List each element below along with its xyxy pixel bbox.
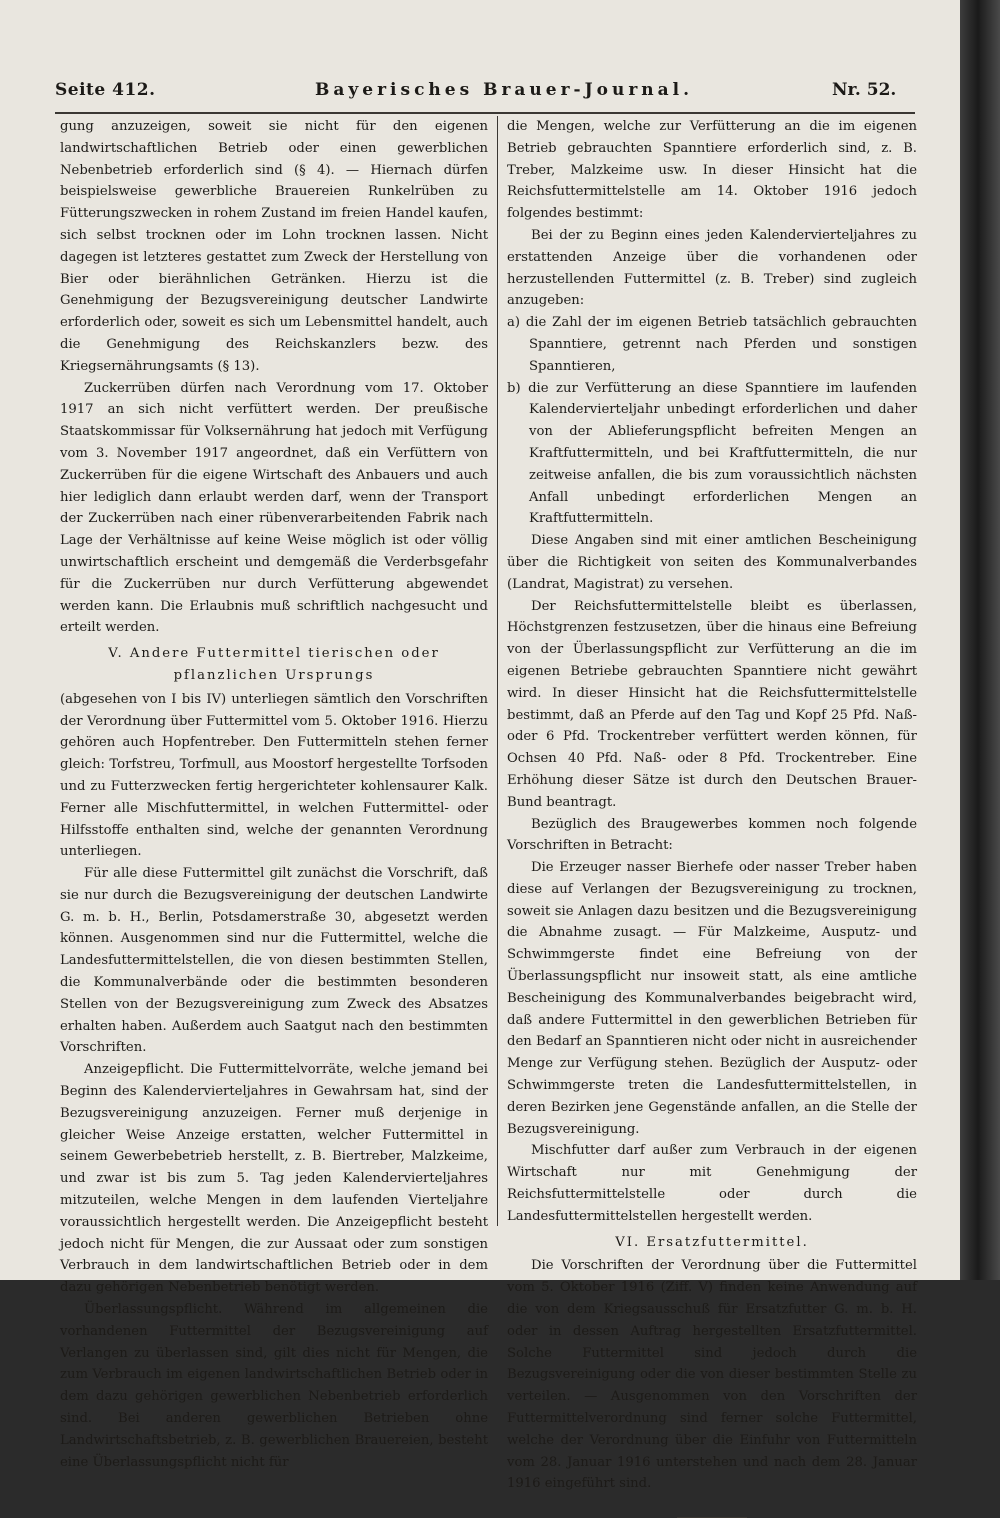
paragraph: Die Erzeuger nasser Bierhefe oder nasser Treber haben diese auf Verlangen der Bezugsvereinigung zu trocknen, soweit sie Anlagen dazu besitzen und die Bezugsvereinigung die Abnahme zusagt. — Für Malzkeime, Ausputz- und Schwimmgerste findet eine Befreiung von der Überlassungspflicht nur insoweit statt, als eine amtliche Bescheinigung des Kommunalverbandes beigebracht wird, daß andere Futtermittel in den gewerblichen Betrieben für den Bedarf an Spanntieren nicht oder nicht in ausreichender Menge zur Verfügung stehen. Bezüglich der Ausputz- oder Schwimmgerste treten die Landesfuttermittelstellen, in deren Bezirken jene Gegenstände anfallen, an die Stelle der Bezugsvereinigung. (507, 860, 917, 1137)
paragraph: Diese Angaben sind mit einer amtlichen Bescheinigung über die Richtigkeit von seiten des Kommunalverbandes (Landrat, Magistrat) zu versehen. (507, 533, 917, 592)
page-header (0, 80, 960, 110)
paragraph: gung anzuzeigen, soweit sie nicht für den eigenen landwirtschaftlichen Betrieb oder einen gewerblichen Nebenbetrieb erforderlich sind (§ 4). — Hiernach dürfen beispielsweise gewerbliche Brauereien Runkelrüben zu Fütterungszwecken in rohem Zustand im freien Handel kaufen, sich selbst trocknen oder im Lohn trocknen lassen. Nicht dagegen ist letzteres gestattet zum Zweck der Herstellung von Bier oder bierähnlichen Getränken. Hierzu ist die Genehmigung der Bezugsvereinigung deutscher Landwirte erforderlich oder, soweit es sich um Lebensmittel handelt, auch die Genehmigung des Reichskanzlers bezw. des Kriegsernährungsamts (§ 13). (60, 119, 488, 374)
column-divider (497, 116, 498, 1226)
section-heading: VI. Ersatzfuttermittel. (615, 1234, 809, 1250)
page-number: Seite 412. (55, 80, 156, 100)
list-item: a) die Zahl der im eigenen Betrieb tatsächlich gebrauchten Spanntiere, getrennt nach Pferden und sonstigen Spanntieren, (507, 315, 917, 374)
book-spine (960, 0, 1000, 1280)
paragraph: Der Reichsfuttermittelstelle bleibt es überlassen, Höchstgrenzen festzusetzen, über die hinaus eine Befreiung von der Überlassungspflicht zur Verfütterung an die im eigenen Betriebe gebrauchten Spanntiere nicht gewährt wird. In dieser Hinsicht hat die Reichsfuttermittelstelle bestimmt, daß an Pferde auf den Tag und Kopf 25 Pfd. Naß- oder 6 Pfd. Trockentreber verfüttert werden können, für Ochsen 40 Pfd. Naß- oder 8 Pfd. Trockentreber. Eine Erhöhung dieser Sätze ist durch den Deutschen Brauer-Bund beantragt. (507, 598, 917, 810)
left-column (60, 116, 488, 1473)
paragraph: Bei der zu Beginn eines jeden Kalendervierteljahres zu erstattenden Anzeige über die vorhandenen oder herzustellenden Futtermittel (z. B. Treber) sind zugleich anzugeben: (507, 227, 917, 309)
issue-number: Nr. 52. (832, 80, 897, 100)
paragraph: Anzeigepflicht. Die Futtermittelvorräte, welche jemand bei Beginn des Kalendervierteljahres in Gewahrsam hat, sind der Bezugsvereinigung anzuzeigen. Ferner muß derjenige in gleicher Weise Anzeige erstatten, welcher Futtermittel in seinem Gewerbebetrieb herstellt, z. B. Biertreber, Malzkeime, und zwar ist bis zum 5. Tag jeden Kalendervierteljahres mitzuteilen, welche Mengen in dem laufenden Vierteljahre voraussichtlich hergestellt werden. Die Anzeigepflicht besteht jedoch nicht für Mengen, die zur Aussaat oder zum sonstigen Verbrauch in dem landwirtschaftlichen Betrieb oder in dem dazu gehörigen Nebenbetrieb benötigt werden. (60, 1062, 488, 1296)
header-rule (55, 112, 915, 114)
paragraph: die Mengen, welche zur Verfütterung an die im eigenen Betrieb gebrauchten Spanntiere erforderlich sind, z. B. Treber, Malzkeime usw. In dieser Hinsicht hat die Reichsfuttermittelstelle am 14. Oktober 1916 jedoch folgendes bestimmt: (507, 119, 917, 222)
paragraph: Überlassungspflicht. Während im allgemeinen die vorhandenen Futtermittel der Bezugsvereinigung auf Verlangen zu überlassen sind, gilt dies nicht für Mengen, die zum Verbrauch im eigenen landwirtschaftlichen Betrieb oder in dem dazu gehörigen gewerblichen Nebenbetrieb erforderlich sind. Bei anderen gewerblichen Betrieben ohne Landwirtschaftsbetrieb, z. B. gewerblichen Brauereien, besteht eine Überlassungspflicht nicht für (60, 1302, 488, 1470)
paragraph: Die Vorschriften der Verordnung über die Futtermittel vom 5. Oktober 1916 (Ziff. V) finden keine Anwendung auf die von dem Kriegsausschuß für Ersatzfutter G. m. b. H. oder in dessen Auftrag hergestellten Ersatzfuttermittel. Solche Futtermittel sind jedoch durch die Bezugsvereinigung oder die von dieser bestimmten Stelle zu verteilen. — Ausgenommen von den Vorschriften der Futtermittelverordnung sind ferner solche Futtermittel, welche der Verordnung über die Einfuhr von Futtermitteln vom 28. Januar 1916 unterstehen und nach dem 28. Januar 1916 eingeführt sind. (507, 1258, 917, 1492)
paragraph: Zuckerrüben dürfen nach Verordnung vom 17. Oktober 1917 an sich nicht verfüttert werden. Der preußische Staatskommissar für Volksernährung hat jedoch mit Verfügung vom 3. November 1917 angeordnet, daß ein Verfüttern von Zuckerrüben für die eigene Wirtschaft des Anbauers und auch hier lediglich dann erlaubt werden darf, wenn der Transport der Zuckerrüben nach einer rübenverarbeitenden Fabrik nach Lage der Verhältnisse auf keine Weise möglich ist oder völlig unwirtschaftlich erscheint und demgemäß die Verderbsgefahr für die Zuckerrüben nur durch Verfütterung abgewendet werden kann. Die Erlaubnis muß schriftlich nachgesucht und erteilt werden. (60, 380, 488, 636)
paragraph: Mischfutter darf außer zum Verbrauch in der eigenen Wirtschaft nur mit Genehmigung der Reichsfuttermittelstelle oder durch die Landesfuttermittelstellen hergestellt werden. (507, 1143, 917, 1224)
journal-title: Bayerisches Brauer-Journal. (315, 80, 694, 100)
section-heading: V. Andere Futtermittel tierischen oder pflanzlichen Ursprungs (108, 646, 440, 683)
paragraph: Bezüglich des Braugewerbes kommen noch folgende Vorschriften in Betracht: (507, 816, 917, 854)
paragraph: Für alle diese Futtermittel gilt zunächst die Vorschrift, daß sie nur durch die Bezugsvereinigung der deutschen Landwirte G. m. b. H., Berlin, Potsdamerstraße 30, abgesetzt werden können. Ausgenommen sind nur die Futtermittel, welche die Landesfuttermittelstellen, die von diesen bestimmten Stellen, die Kommunalverbände oder die bestimmten besonderen Stellen von der Bezugsvereinigung zum Zweck des Absatzes erhalten haben. Außerdem auch Saatgut nach den bestimmten Vorschriften. (60, 866, 488, 1056)
right-column (507, 116, 917, 1518)
paragraph: (abgesehen von I bis IV) unterliegen sämtlich den Vorschriften der Verordnung über Futtermittel vom 5. Oktober 1916. Hierzu gehören auch Hopfentreber. Den Futtermitteln stehen ferner gleich: Torfstreu, Torfmull, aus Moostorf hergestellte Torfsoden und zu Futterzwecken fertig hergerichteter kohlensaurer Kalk. Ferner alle Mischfuttermittel, in welchen Futtermittel- oder Hilfsstoffe enthalten sind, welche der genannten Verordnung unterliegen. (60, 691, 488, 860)
list-item: b) die zur Verfütterung an diese Spanntiere im laufenden Kalendervierteljahr unbedingt erforderlichen und daher von der Ablieferungspflicht befreiten Mengen an Kraftfuttermitteln, und bei Kraftfuttermitteln, die nur zeitweise anfallen, die bis zum voraussichtlich nächsten Anfall unbedingt erforderlichen Mengen an Kraftfuttermitteln. (507, 380, 917, 527)
